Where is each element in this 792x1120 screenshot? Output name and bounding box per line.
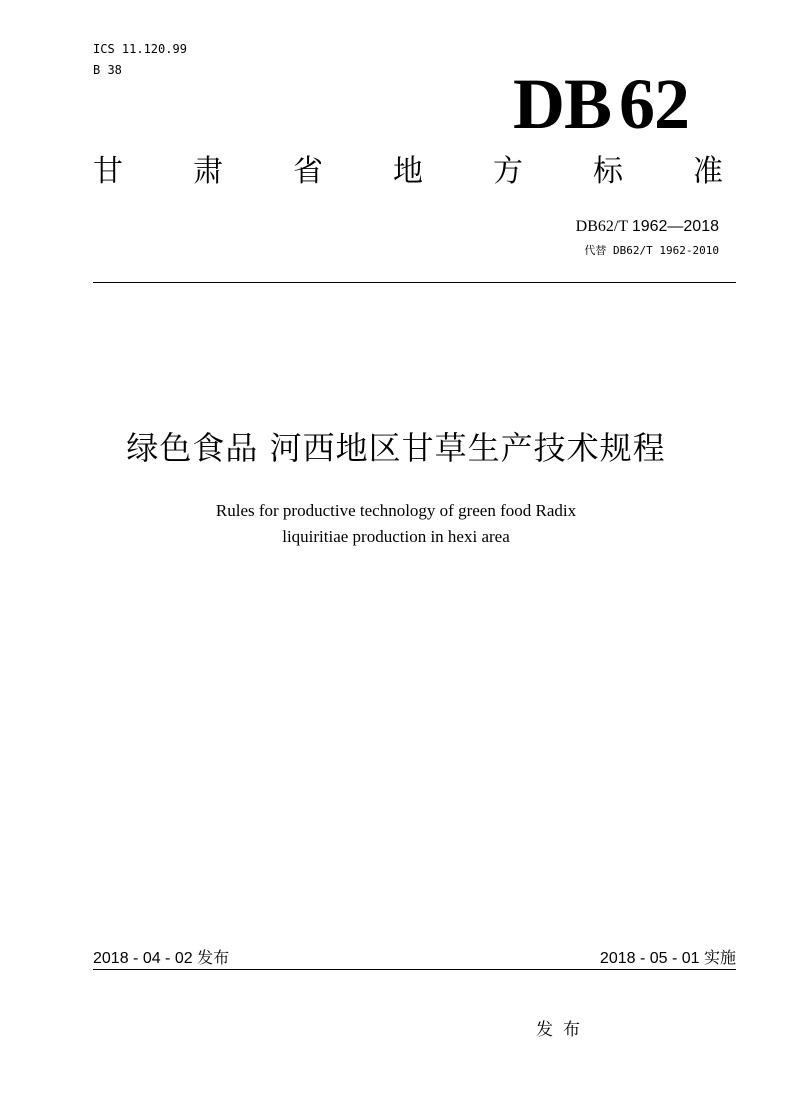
standard-type-heading xyxy=(93,154,723,190)
document-title-chinese: 绿色食品 河西地区甘草生产技术规程 xyxy=(126,429,666,467)
logo-letters: DB xyxy=(513,64,612,144)
dates-row xyxy=(93,947,736,970)
standard-type-char: 肃 xyxy=(193,154,223,189)
standard-number xyxy=(576,218,719,236)
standard-type-char: 方 xyxy=(493,154,523,189)
issuer-label: 发布 xyxy=(536,1020,590,1040)
issue-date: 2018 - 04 - 02 发布 xyxy=(93,950,230,967)
english-title-line-2: liquiritiae production in hexi area xyxy=(282,527,510,546)
standard-type-char: 标 xyxy=(593,154,623,189)
implementation-date: 2018 - 05 - 01 实施 xyxy=(599,950,736,967)
document-title-english xyxy=(0,498,792,550)
standard-number-prefix: DB62/T xyxy=(575,218,628,235)
header-divider xyxy=(93,282,736,283)
logo-number: 62 xyxy=(619,64,690,144)
standard-type-char: 地 xyxy=(393,154,423,189)
ics-code: ICS 11.120.99 xyxy=(93,42,187,56)
replaces-standard: 代替 DB62/T 1962-2010 xyxy=(584,244,719,257)
standard-type-char: 省 xyxy=(293,154,323,189)
standard-number-value: 1962—2018 xyxy=(631,218,719,235)
standard-type-char: 甘 xyxy=(93,154,123,189)
db62-logo xyxy=(513,64,690,144)
standard-type-char: 准 xyxy=(693,154,723,189)
classification-code: B 38 xyxy=(93,63,122,77)
english-title-line-1: Rules for productive technology of green food Radix xyxy=(215,501,577,520)
